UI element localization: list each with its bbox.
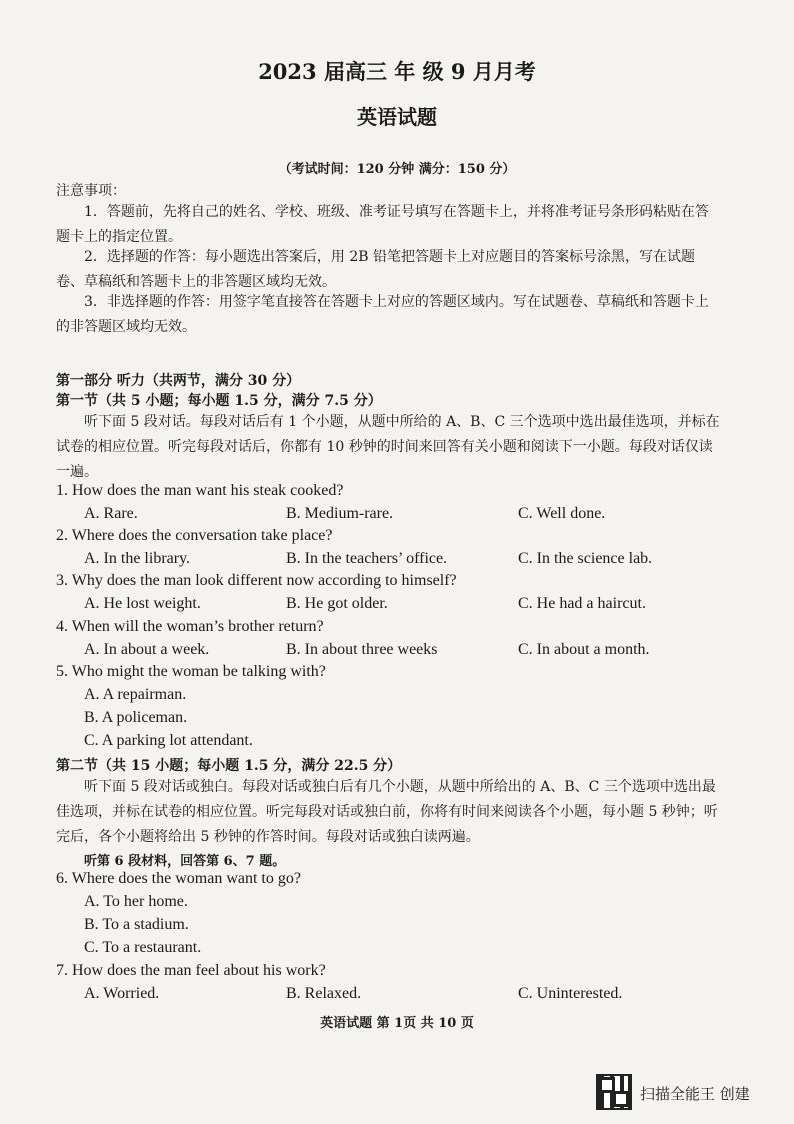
note-item-3: 3．非选择题的作答：用签字笔直接答在答题卡上对应的答题区域内。写在试题卷、草稿纸和答题卡上的非答题区域均无效。 [56, 294, 709, 335]
q3-option-c: C. He had a haircut. [518, 595, 646, 612]
q1-option-b: B. Medium-rare. [286, 505, 394, 522]
q4-option-c: C. In about a month. [518, 641, 650, 658]
question-7: 7. How does the man feel about his work? [56, 962, 326, 979]
page-footer: 英语试题 第 1页 共 10 页 [320, 1016, 474, 1031]
q1-option-c: C. Well done. [518, 505, 606, 522]
q2-option-b: B. In the teachers’ office. [286, 550, 448, 567]
q6-option-c: C. To a restaurant. [84, 939, 202, 956]
exam-title: 2023 届高三 年 级 9 月月考 [258, 59, 536, 84]
section1-instructions: 听下面 5 段对话。每段对话后有 1 个小题，从题中所给的 A、B、C 三个选项中选出最佳选项，并标在试卷的相应位置。听完每段对话后，你都有 10 秒钟的时间来回答有关小题和阅读下一小题。每段对话仅读一遍。 [56, 414, 720, 480]
q2-option-a: A. In the library. [84, 550, 191, 567]
q4-option-b: B. In about three weeks [286, 641, 438, 658]
question-5: 5. Who might the woman be talking with? [56, 663, 326, 680]
question-1: 1. How does the man want his steak cooked? [56, 482, 344, 499]
qr-code-icon [596, 1074, 632, 1110]
note-item-2: 2．选择题的作答：每小题选出答案后，用 2B 铅笔把答题卡上对应题目的答案标号涂黑，写在试题卷、草稿纸和答题卡上的非答题区域均无效。 [56, 249, 696, 290]
material-note: 听第 6 段材料，回答第 6、7 题。 [84, 854, 286, 869]
q5-option-a: A. A repairman. [84, 686, 187, 703]
section2-instructions: 听下面 5 段对话或独白。每段对话或独白后有几个小题，从题中所给出的 A、B、C 三个选项中选出最佳选项，并标在试卷的相应位置。听完每段对话或独白前，你将有时间来阅读各个小题，每小题 5 秒钟；听完后，各个小题将给出 5 秒钟的作答时间。每段对话或独白读两遍。 [56, 779, 718, 845]
notes-heading: 注意事项： [56, 183, 126, 199]
q2-option-c: C. In the science lab. [518, 550, 653, 567]
question-4: 4. When will the woman’s brother return? [56, 618, 324, 635]
q7-option-a: A. Worried. [84, 985, 160, 1002]
q6-option-a: A. To her home. [84, 893, 188, 910]
q7-option-c: C. Uninterested. [518, 985, 623, 1002]
q5-option-c: C. A parking lot attendant. [84, 732, 253, 749]
scanner-watermark: 扫描全能王 创建 [640, 1085, 750, 1103]
q3-option-a: A. He lost weight. [84, 595, 201, 612]
q3-option-b: B. He got older. [286, 595, 388, 612]
q4-option-a: A. In about a week. [84, 641, 210, 658]
q7-option-b: B. Relaxed. [286, 985, 362, 1002]
section1-title: 第一节（共 5 小题；每小题 1.5 分，满分 7.5 分） [56, 393, 382, 409]
q5-option-b: B. A policeman. [84, 709, 188, 726]
q6-option-b: B. To a stadium. [84, 916, 189, 933]
note-item-1: 1．答题前，先将自己的姓名、学校、班级、准考证号填写在答题卡上，并将准考证号条形码粘贴在答题卡上的指定位置。 [56, 204, 709, 245]
section2-title: 第二节（共 15 小题；每小题 1.5 分，满分 22.5 分） [56, 758, 402, 774]
part1-title: 第一部分 听力（共两节，满分 30 分） [56, 373, 301, 389]
subject-title: 英语试题 [357, 105, 437, 129]
question-3: 3. Why does the man look different now according to himself? [56, 572, 457, 589]
question-6: 6. Where does the woman want to go? [56, 870, 301, 887]
question-2: 2. Where does the conversation take place? [56, 527, 333, 544]
q1-option-a: A. Rare. [84, 505, 138, 522]
exam-time-info: （考试时间：120 分钟 满分：150 分） [278, 162, 516, 177]
